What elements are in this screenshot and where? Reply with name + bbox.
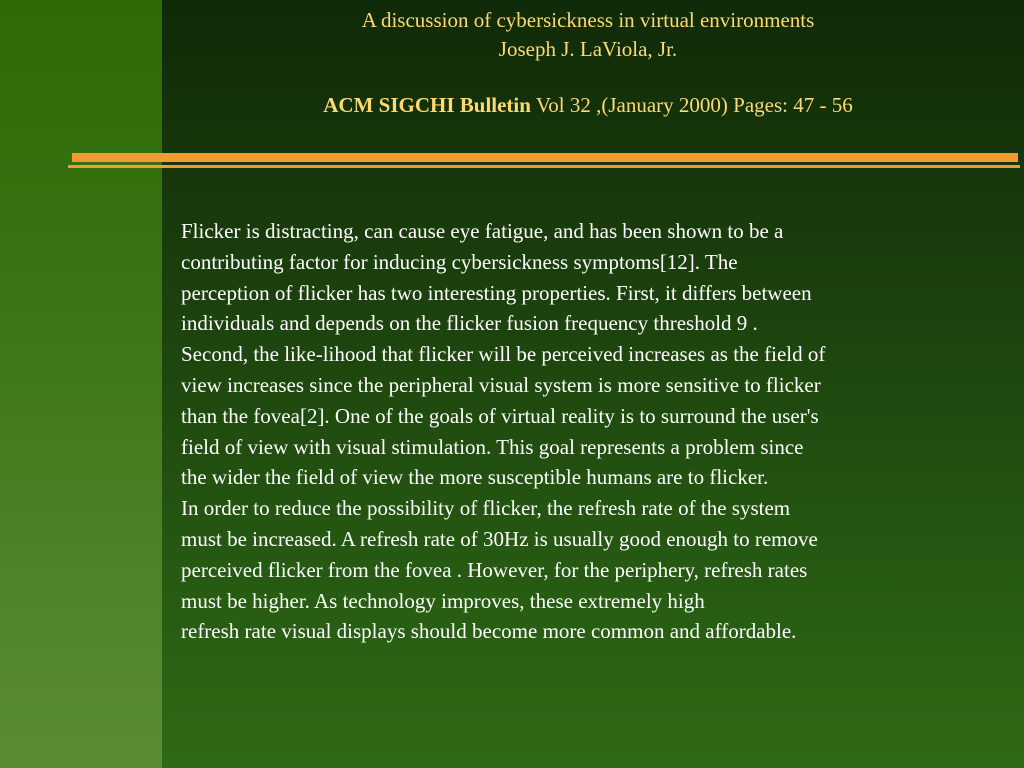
body-line: contributing factor for inducing cybersickness symptoms[12]. The: [181, 249, 738, 274]
paper-author: Joseph J. LaViola, Jr.: [498, 37, 678, 61]
body-line: than the fovea[2]. One of the goals of virtual reality is to surround the user's: [181, 403, 819, 428]
header-divider-thin: [68, 165, 1020, 168]
body-line: view increases since the peripheral visual system is more sensitive to flicker: [181, 372, 821, 397]
body-line: field of view with visual stimulation. This goal represents a problem since: [181, 434, 804, 459]
body-line: must be increased. A refresh rate of 30Hz is usually good enough to remove: [181, 526, 818, 551]
body-line: In order to reduce the possibility of flicker, the refresh rate of the system: [181, 496, 791, 521]
body-line: the wider the field of view the more susceptible humans are to flicker.: [181, 465, 769, 490]
body-line: perception of flicker has two interesting properties. First, it differs between: [181, 280, 812, 305]
body-line: refresh rate visual displays should become more common and affordable.: [181, 619, 797, 644]
left-sidebar-panel: [0, 0, 162, 768]
body-line: perceived flicker from the fovea . However, for the periphery, refresh rates: [181, 557, 808, 582]
journal-citation: [162, 91, 1014, 120]
body-line: Second, the like-lihood that flicker will be perceived increases as the field of: [181, 342, 826, 367]
paper-title: A discussion of cybersickness in virtual environments: [361, 8, 815, 32]
slide-header: [162, 0, 1014, 120]
body-text: [181, 216, 981, 647]
body-line: Flicker is distracting, can cause eye fatigue, and has been shown to be a: [181, 219, 784, 243]
body-line: individuals and depends on the flicker fusion frequency threshold 9 .: [181, 311, 758, 336]
journal-details: Vol 32 ,(January 2000) Pages: 47 - 56: [530, 93, 853, 117]
journal-name: ACM SIGCHI Bulletin: [323, 93, 531, 117]
header-divider-thick: [72, 153, 1018, 162]
body-line: must be higher. As technology improves, these extremely high: [181, 588, 705, 613]
